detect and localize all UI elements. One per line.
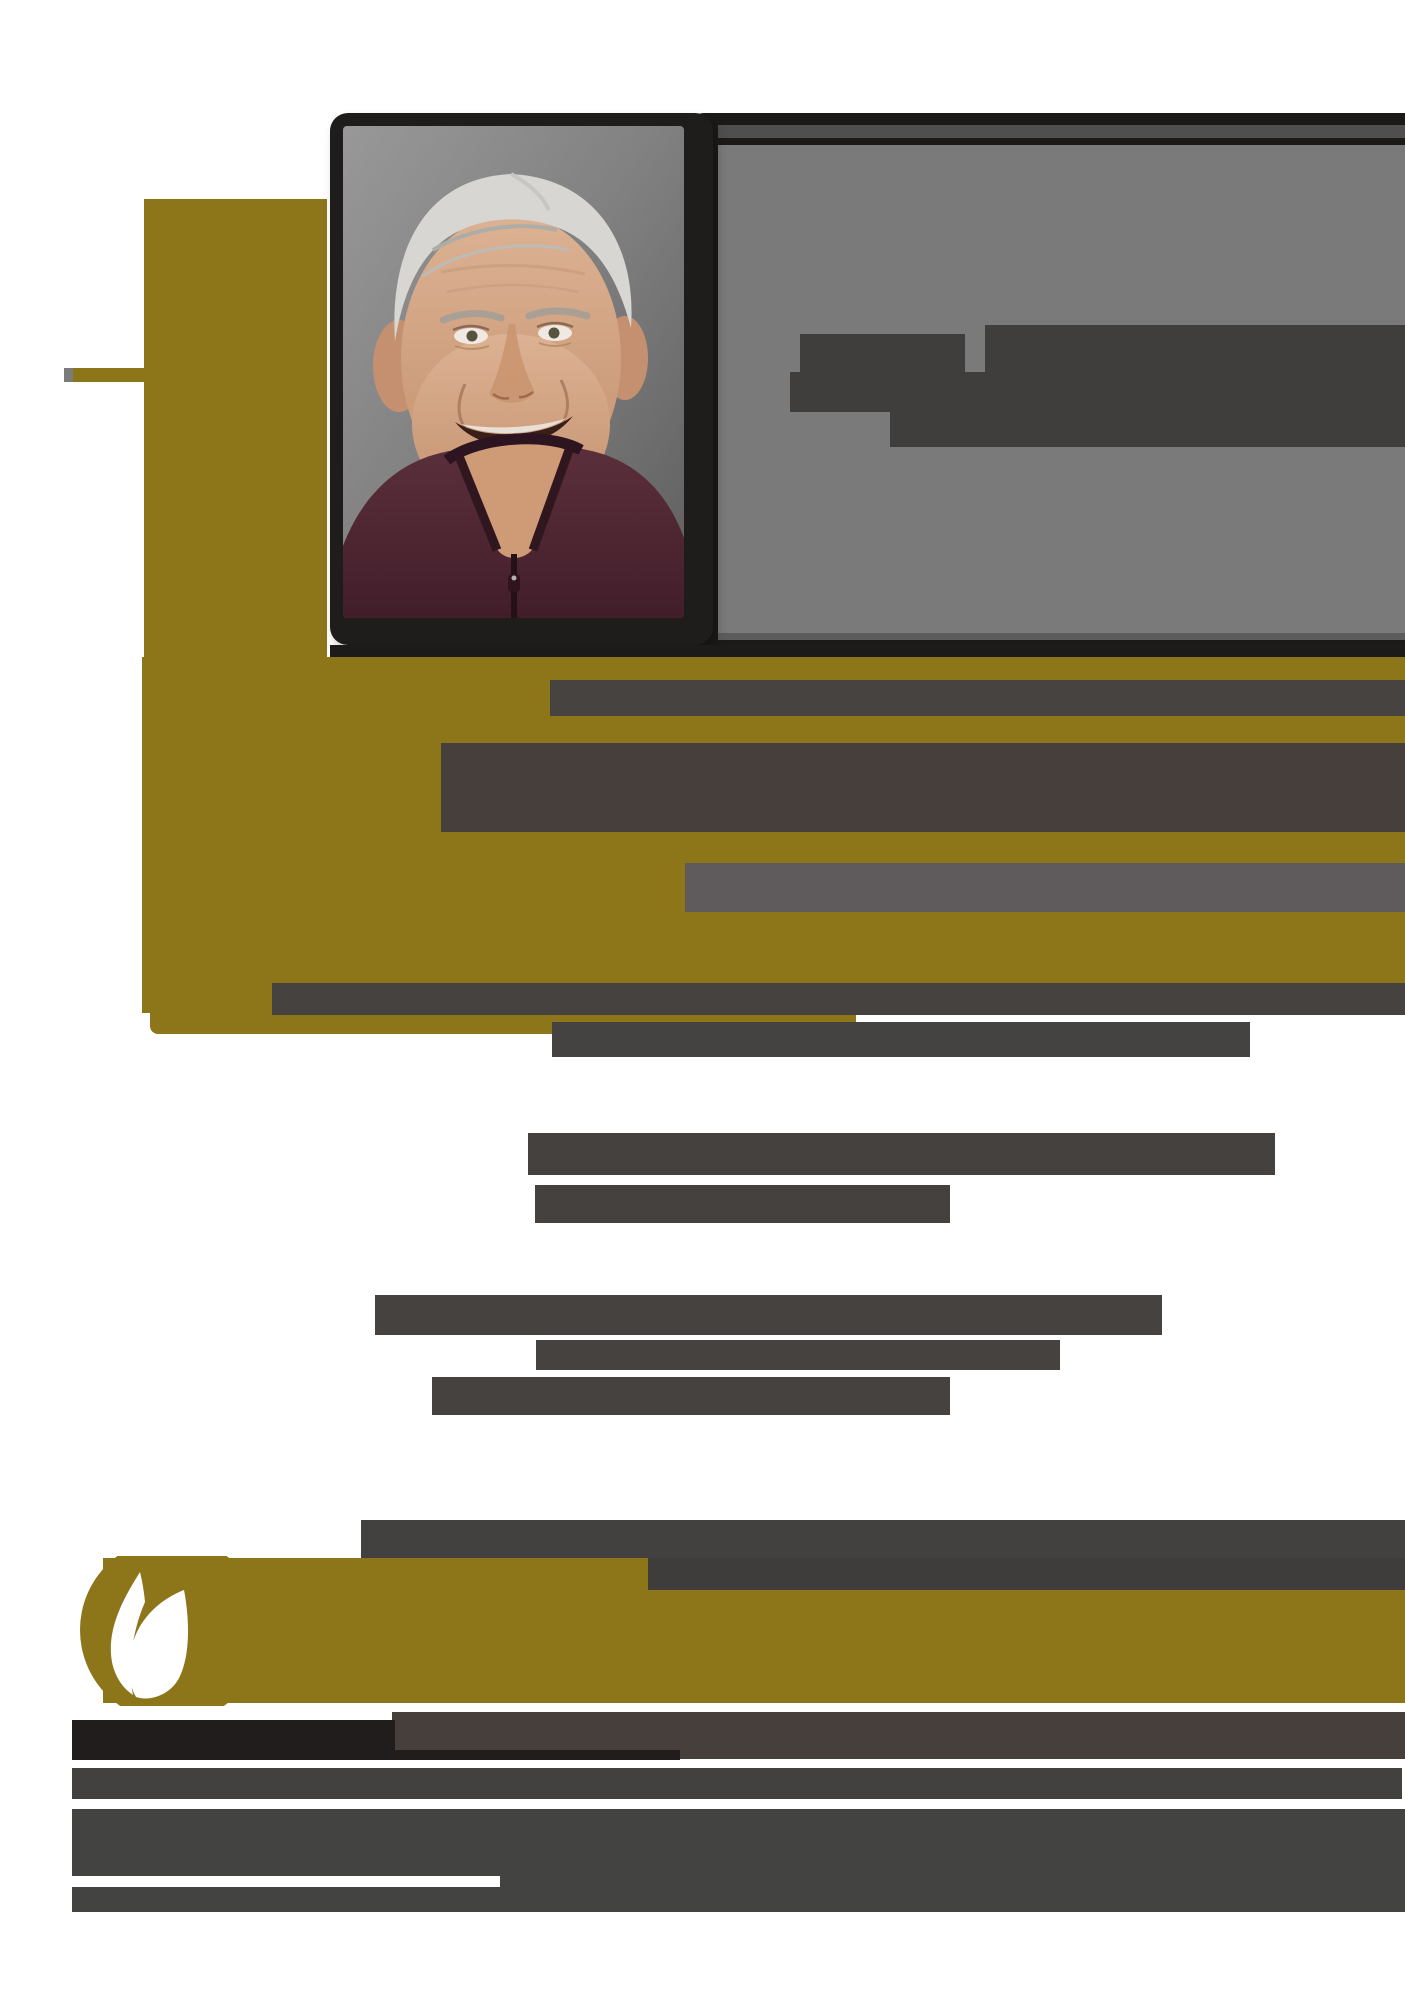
panel-caption-word: [800, 334, 965, 372]
visitation-line-2: [536, 1340, 1060, 1370]
eyebrow-line: [550, 680, 1405, 716]
panel-caption-line-2: [790, 372, 1405, 412]
banner-lead-line: [361, 1520, 1405, 1558]
panel-caption-line-1: [985, 325, 1405, 372]
footer-title-primary: [72, 1720, 395, 1760]
portrait-photo: [343, 126, 684, 618]
left-dash-gold: [73, 368, 144, 382]
gold-sidebar-bar: [144, 199, 327, 659]
portrait-frame: [330, 113, 713, 645]
sub-location-line: [552, 1022, 1250, 1057]
banner-overlay-line: [648, 1558, 1405, 1590]
censored-panel-top-highlight: [718, 125, 1405, 138]
elderly-man-portrait-illustration: [343, 126, 684, 618]
footer-logo-area: [60, 1556, 280, 1706]
left-dash-gray-tip: [64, 368, 73, 382]
panel-caption-line-3: [890, 412, 1405, 447]
divider-band: [330, 645, 1405, 657]
location-line: [272, 983, 1405, 1015]
censored-panel-bottom-edge: [718, 633, 1405, 640]
footer-paragraph: [72, 1809, 1405, 1912]
name-headline: [441, 743, 1405, 832]
service-subline: [535, 1185, 950, 1223]
dates-subtitle: [685, 863, 1405, 912]
visitation-line-3: [432, 1377, 950, 1415]
visitation-line-1: [375, 1295, 1162, 1335]
lotus-drop-logo-icon: [85, 1558, 215, 1706]
footer-paragraph-gap: [72, 1876, 500, 1887]
footer-title-underline: [395, 1750, 680, 1760]
service-heading: [528, 1133, 1275, 1175]
footer-address-line: [72, 1768, 1402, 1799]
